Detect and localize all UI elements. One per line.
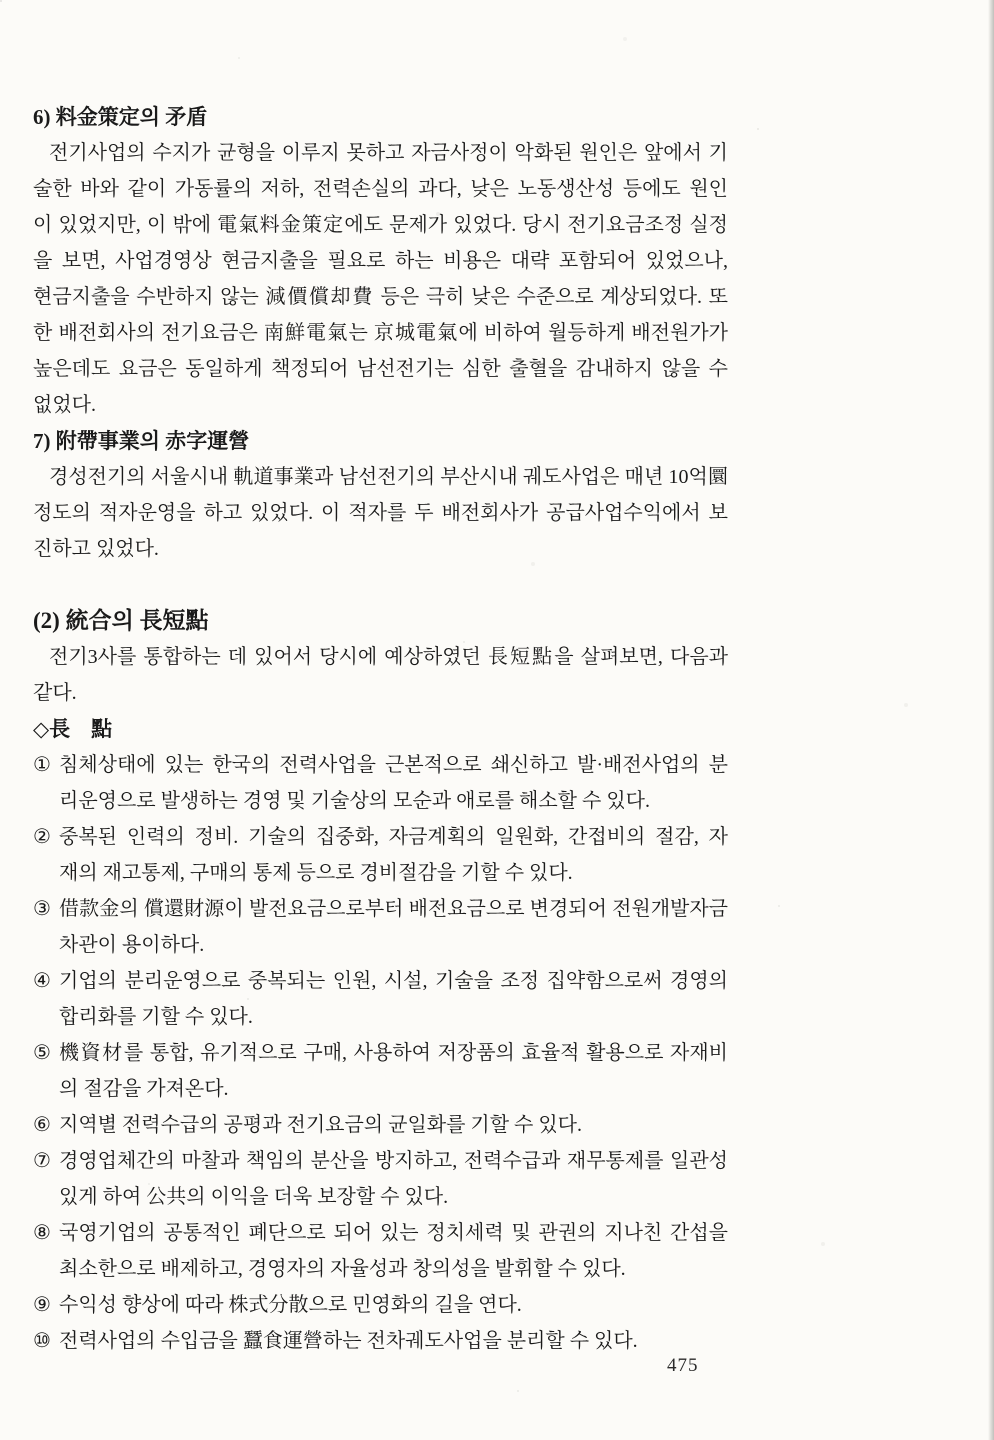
item-text: 수익성 향상에 따라 株式分散으로 민영화의 길을 연다.: [59, 1294, 522, 1316]
list-item-continuation: 리운영으로 발생하는 경영 및 기술상의 모순과 애로를 해소할 수 있다.: [59, 790, 650, 812]
list-item-line: [33, 963, 728, 999]
list-item-line: [33, 1287, 728, 1323]
page-number: 475: [667, 1355, 699, 1376]
text-line: 을 보면, 사업경영상 현금지출을 필요로 하는 비용은 대략 포함되어 있었으나,: [33, 250, 728, 272]
text-line: 현금지출을 수반하지 않는 減價償却費 등은 극히 낮은 수준으로 계상되었다. 또: [33, 286, 728, 308]
circled-item-number: ⑩: [33, 1330, 51, 1352]
scan-noise: [0, 0, 2, 2]
list-item-continuation: 의 절감을 가져온다.: [59, 1078, 229, 1100]
circled-item-number: ⑨: [33, 1294, 51, 1316]
page-edge-shadow: [988, 0, 994, 1440]
item-text: 기업의 분리운영으로 중복되는 인원, 시설, 기술을 조정 집약함으로써 경영의: [59, 970, 728, 992]
item-text: 국영기업의 공통적인 폐단으로 되어 있는 정치세력 및 관권의 지나친 간섭을: [59, 1222, 728, 1244]
list-item-line: [33, 819, 728, 855]
list-item-line: [33, 1035, 728, 1071]
circled-item-number: ①: [33, 754, 51, 776]
section-7-heading: 7) 附帶事業의 赤字運營: [33, 429, 250, 453]
item-text: 침체상태에 있는 한국의 전력사업을 근본적으로 쇄신하고 발·배전사업의 분: [59, 754, 728, 776]
circled-item-number: ⑦: [33, 1150, 51, 1172]
circled-item-number: ②: [33, 826, 51, 848]
text-line: 술한 바와 같이 가동률의 저하, 전력손실의 과다, 낮은 노동생산성 등에도 원인: [33, 178, 728, 200]
list-item-continuation: 차관이 용이하다.: [59, 934, 205, 956]
list-item-continuation: 합리화를 기할 수 있다.: [59, 1006, 253, 1028]
list-item-line: [33, 1323, 728, 1359]
item-text: 경영업체간의 마찰과 책임의 분산을 방지하고, 전력수급과 재무통제를 일관성: [59, 1150, 728, 1172]
text-line: 높은데도 요금은 동일하게 책정되어 남선전기는 심한 출혈을 감내하지 않을 수: [33, 358, 728, 380]
text-block: [33, 99, 728, 1359]
list-item-continuation: 재의 재고통제, 구매의 통제 등으로 경비절감을 기할 수 있다.: [59, 862, 573, 884]
list-item-continuation: 있게 하여 公共의 이익을 더욱 보장할 수 있다.: [59, 1186, 449, 1208]
text-line: 한 배전회사의 전기요금은 南鮮電氣는 京城電氣에 비하여 월등하게 배전원가가: [33, 322, 728, 344]
list-item-continuation: 최소한으로 배제하고, 경영자의 자율성과 창의성을 발휘할 수 있다.: [59, 1258, 626, 1280]
circled-item-number: ③: [33, 898, 51, 920]
text-line: 없었다.: [33, 394, 96, 416]
circled-item-number: ⑥: [33, 1114, 51, 1136]
item-text: 借款金의 償還財源이 발전요금으로부터 배전요금으로 변경되어 전원개발자금: [59, 898, 728, 920]
circled-item-number: ④: [33, 970, 51, 992]
item-text: 機資材를 통합, 유기적으로 구매, 사용하여 저장품의 효율적 활용으로 자재비: [59, 1042, 728, 1064]
text-line: 정도의 적자운영을 하고 있었다. 이 적자를 두 배전회사가 공급사업수익에서 보: [33, 502, 728, 524]
text-line: 같다.: [33, 682, 77, 704]
list-item-line: [33, 1143, 728, 1179]
list-item-line: [33, 1107, 728, 1143]
merits-subheading: ◇長 點: [33, 717, 113, 741]
text-line: 이 있었지만, 이 밖에 電氣料金策定에도 문제가 있었다. 당시 전기요금조정 실정: [33, 214, 728, 236]
circled-item-number: ⑤: [33, 1042, 51, 1064]
text-line: 진하고 있었다.: [33, 538, 159, 560]
list-item-line: [33, 747, 728, 783]
section-6-heading: 6) 料金策定의 矛盾: [33, 105, 208, 129]
text-line: 전기3사를 통합하는 데 있어서 당시에 예상하였던 長短點을 살펴보면, 다음과: [49, 646, 728, 668]
circled-item-number: ⑧: [33, 1222, 51, 1244]
item-text: 중복된 인력의 정비. 기술의 집중화, 자금계획의 일원화, 간접비의 절감, 자: [59, 826, 728, 848]
text-line: 경성전기의 서울시내 軌道事業과 남선전기의 부산시내 궤도사업은 매년 10억圜: [49, 466, 728, 488]
list-item-line: [33, 1215, 728, 1251]
list-item-line: [33, 891, 728, 927]
item-text: 지역별 전력수급의 공평과 전기요금의 균일화를 기할 수 있다.: [59, 1114, 582, 1136]
text-line: 전기사업의 수지가 균형을 이루지 못하고 자금사정이 악화된 원인은 앞에서 기: [49, 142, 728, 164]
item-text: 전력사업의 수입금을 蠶食運營하는 전차궤도사업을 분리할 수 있다.: [59, 1330, 638, 1352]
subsection-2-heading: (2) 統合의 長短點: [33, 608, 209, 633]
